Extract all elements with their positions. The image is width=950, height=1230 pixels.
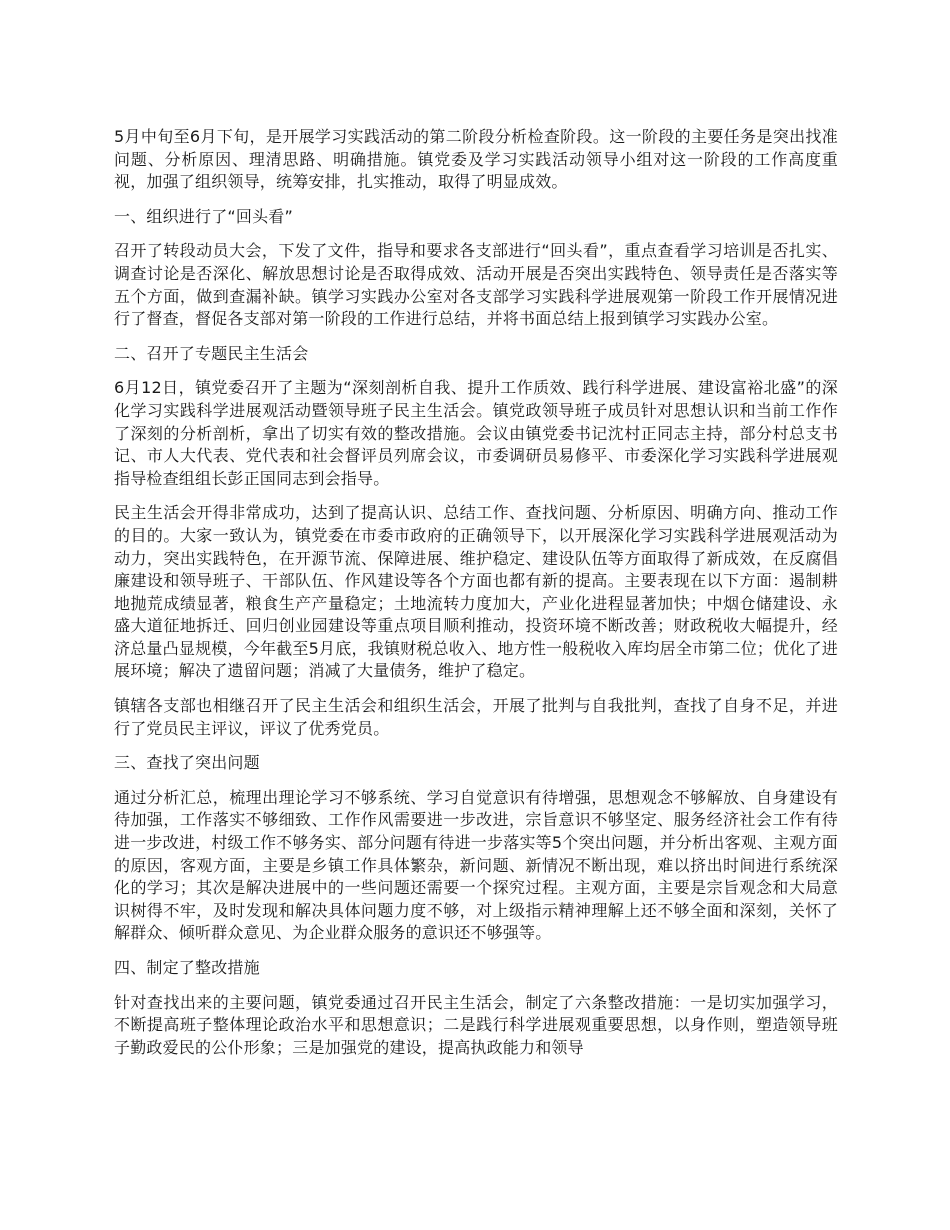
section-heading-4: 四、制定了整改措施	[114, 958, 260, 977]
section-heading-3: 三、查找了突出问题	[114, 753, 260, 773]
section-2-paragraph-2: 民主生活会开得非常成功，达到了提高认识、总结工作、查找问题、分析原因、明确方向、推动工作的目的。大家一致认为，镇党委在市委市政府的正确领导下，以开展深化学习实践科学进展观活动为动力，突出实践特色，在开源节流、保障进展、维护稳定、建设队伍等方面取得了新成效，在反腐倡廉建设和领导班子、干部队伍、作风建设等各个方面也都有新的提高。主要表现在以下方面：遏制耕地抛荒成绩显著，粮食生产产量稳定；土地流转力度加大，产业化进程显著加快；中烟仓储建设、永盛大道征地拆迁、回归创业园建设等重点项目顺利推动，投资环境不断改善；财政税收大幅提升，经济总量凸显规模，今年截至5月底，我镇财税总收入、地方性一般税收入库均居全市第二位；优化了进展环境；解决了遗留问题；消减了大量债务，维护了稳定。	[114, 503, 838, 681]
intro-paragraph: 5月中旬至6月下旬，是开展学习实践活动的第二阶段分析检查阶段。这一阶段的主要任务是突出找准问题、分析原因、理清思路、明确措施。镇党委及学习实践活动领导小组对这一阶段的工作高度重视，加强了组织领导，统筹安排，扎实推动，取得了明显成效。	[114, 127, 838, 192]
section-2-paragraph-1: 6月12日，镇党委召开了主题为“深刻剖析自我、提升工作质效、践行科学进展、建设富裕北盛”的深化学习实践科学进展观活动暨领导班子民主生活会。镇党政领导班子成员针对思想认识和当前工作作了深刻的分析剖析，拿出了切实有效的整改措施。会议由镇党委书记沈村正同志主持，部分村总支书记、市人大代表、党代表和社会督评员列席会议，市委调研员易修平、市委深化学习实践科学进展观指导检查组组长彭正国同志到会指导。	[114, 378, 838, 488]
section-heading-1: 一、组织进行了“回头看”	[114, 206, 293, 226]
section-3-paragraph: 通过分析汇总，梳理出理论学习不够系统、学习自觉意识有待增强，思想观念不够解放、自身建设有待加强，工作落实不够细致、工作作风需要进一步改进，宗旨意识不够坚定、服务经济社会工作有待进一步改进，村级工作不够务实、部分问题有待进一步落实等5个突出问题，并分析出客观、主观方面的原因，客观方面，主要是乡镇工作具体繁杂，新问题、新情况不断出现，难以挤出时间进行系统深化的学习；其次是解决进展中的一些问题还需要一个探究过程。主观方面，主要是宗旨观念和大局意识树得不牢，及时发现和解决具体问题力度不够，对上级指示精神理解上还不够全面和深刻，关怀了解群众、倾听群众意见、为企业群众服务的意识还不够强等。	[114, 787, 838, 943]
section-4-paragraph: 针对查找出来的主要问题，镇党委通过召开民主生活会，制定了六条整改措施：一是切实加强学习，不断提高班子整体理论政治水平和思想意识；二是践行科学进展观重要思想，以身作则，塑造领导班子勤政爱民的公仆形象；三是加强党的建设，提高执政能力和领导	[114, 992, 838, 1057]
section-2-paragraph-3: 镇辖各支部也相继召开了民主生活会和组织生活会，开展了批判与自我批判，查找了自身不足，并进行了党员民主评议，评议了优秀党员。	[114, 696, 838, 738]
section-1-paragraph: 召开了转段动员大会，下发了文件，指导和要求各支部进行“回头看”，重点查看学习培训是否扎实、调查讨论是否深化、解放思想讨论是否取得成效、活动开展是否突出实践特色、领导责任是否落实等五个方面，做到查漏补缺。镇学习实践办公室对各支部学习实践科学进展观第一阶段工作开展情况进行了督查，督促各支部对第一阶段的工作进行总结，并将书面总结上报到镇学习实践办公室。	[114, 241, 838, 329]
section-heading-2: 二、召开了专题民主生活会	[114, 343, 309, 363]
document-body	[114, 126, 838, 1071]
